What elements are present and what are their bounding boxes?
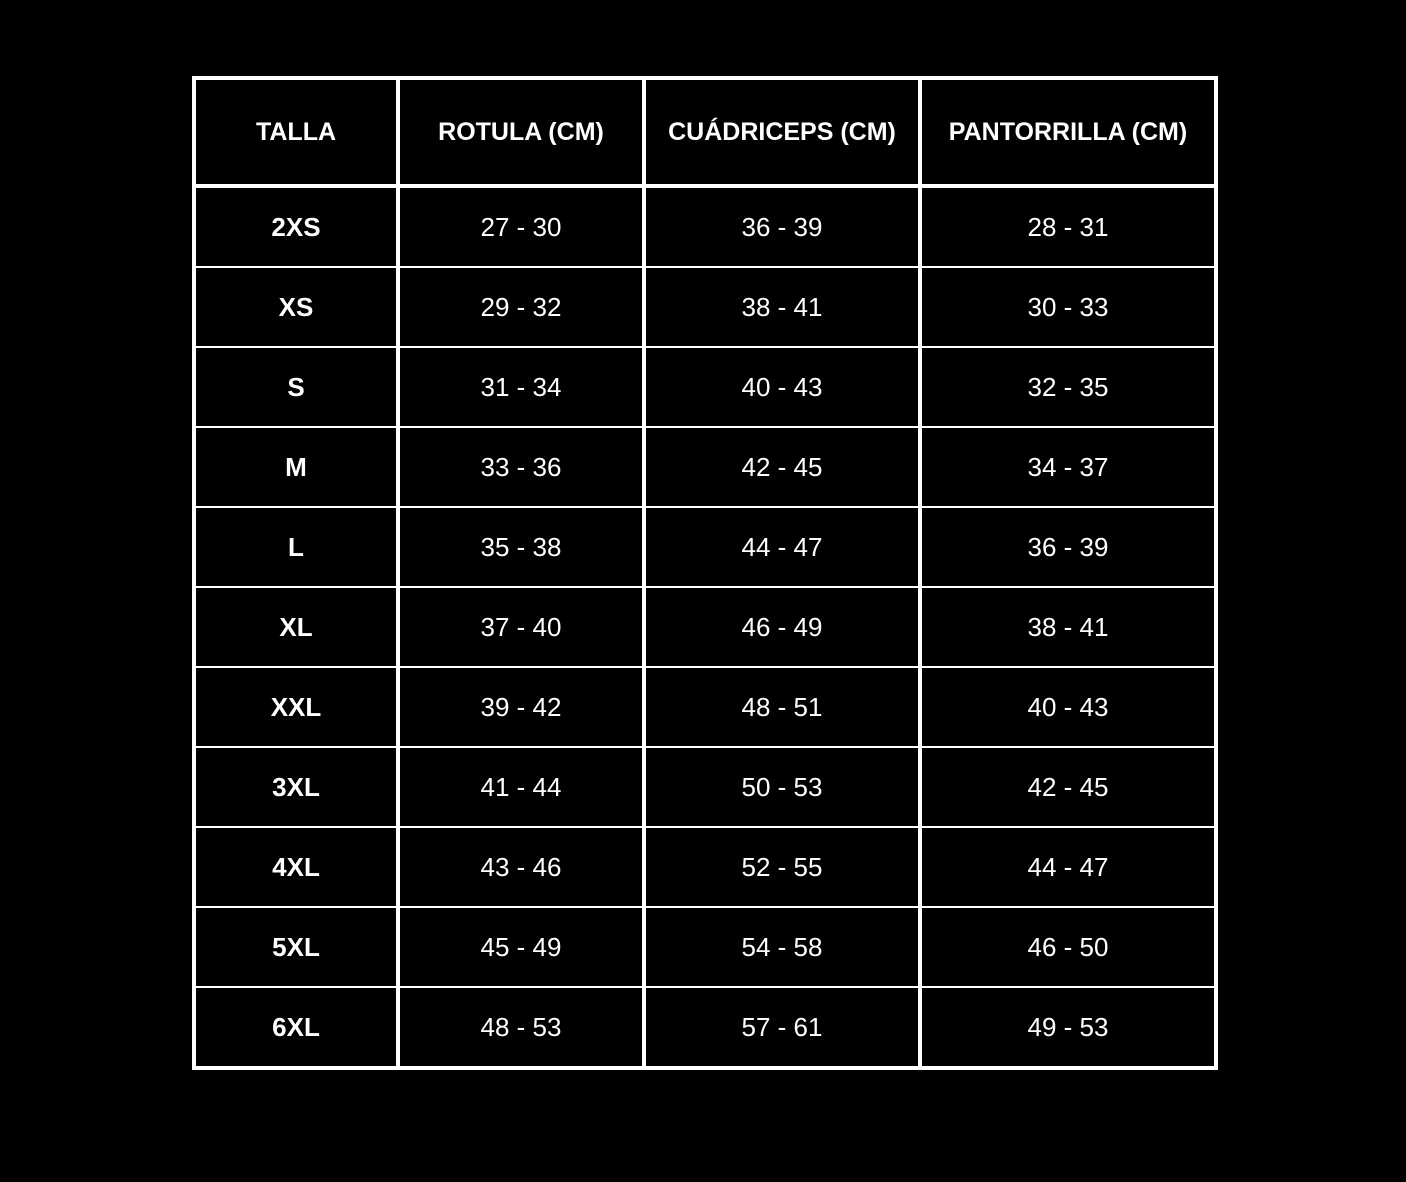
pantorrilla-cell: 28 - 31 [920,186,1216,267]
pantorrilla-cell: 32 - 35 [920,347,1216,427]
size-cell: XS [194,267,398,347]
rotula-cell: 31 - 34 [398,347,644,427]
table-body [194,186,1216,1068]
pantorrilla-cell: 36 - 39 [920,507,1216,587]
pantorrilla-cell: 44 - 47 [920,827,1216,907]
pantorrilla-cell: 40 - 43 [920,667,1216,747]
header-rotula: ROTULA (CM) [398,78,644,186]
cuadriceps-cell: 40 - 43 [644,347,920,427]
rotula-cell: 33 - 36 [398,427,644,507]
rotula-cell: 37 - 40 [398,587,644,667]
size-cell: M [194,427,398,507]
rotula-cell: 45 - 49 [398,907,644,987]
table-row [194,186,1216,267]
cuadriceps-cell: 46 - 49 [644,587,920,667]
table-row [194,907,1216,987]
size-cell: L [194,507,398,587]
cuadriceps-cell: 36 - 39 [644,186,920,267]
table-row [194,827,1216,907]
cuadriceps-cell: 42 - 45 [644,427,920,507]
pantorrilla-cell: 42 - 45 [920,747,1216,827]
rotula-cell: 35 - 38 [398,507,644,587]
cuadriceps-cell: 38 - 41 [644,267,920,347]
header-row [194,78,1216,186]
size-cell: 2XS [194,186,398,267]
rotula-cell: 27 - 30 [398,186,644,267]
header-cuadriceps: CUÁDRICEPS (CM) [644,78,920,186]
table-row [194,427,1216,507]
rotula-cell: 43 - 46 [398,827,644,907]
rotula-cell: 39 - 42 [398,667,644,747]
table-header [194,78,1216,186]
size-chart-table [192,76,1218,1070]
pantorrilla-cell: 49 - 53 [920,987,1216,1068]
size-cell: S [194,347,398,427]
size-cell: XL [194,587,398,667]
pantorrilla-cell: 38 - 41 [920,587,1216,667]
table-row [194,507,1216,587]
cuadriceps-cell: 48 - 51 [644,667,920,747]
header-pantorrilla: PANTORRILLA (CM) [920,78,1216,186]
cuadriceps-cell: 54 - 58 [644,907,920,987]
table-row [194,267,1216,347]
table-row [194,587,1216,667]
cuadriceps-cell: 52 - 55 [644,827,920,907]
size-cell: 4XL [194,827,398,907]
rotula-cell: 29 - 32 [398,267,644,347]
pantorrilla-cell: 34 - 37 [920,427,1216,507]
cuadriceps-cell: 57 - 61 [644,987,920,1068]
size-cell: 6XL [194,987,398,1068]
size-cell: 3XL [194,747,398,827]
size-cell: 5XL [194,907,398,987]
cuadriceps-cell: 44 - 47 [644,507,920,587]
table-row [194,987,1216,1068]
pantorrilla-cell: 30 - 33 [920,267,1216,347]
header-talla: TALLA [194,78,398,186]
table-row [194,747,1216,827]
rotula-cell: 48 - 53 [398,987,644,1068]
size-cell: XXL [194,667,398,747]
cuadriceps-cell: 50 - 53 [644,747,920,827]
pantorrilla-cell: 46 - 50 [920,907,1216,987]
rotula-cell: 41 - 44 [398,747,644,827]
table-row [194,347,1216,427]
table-row [194,667,1216,747]
